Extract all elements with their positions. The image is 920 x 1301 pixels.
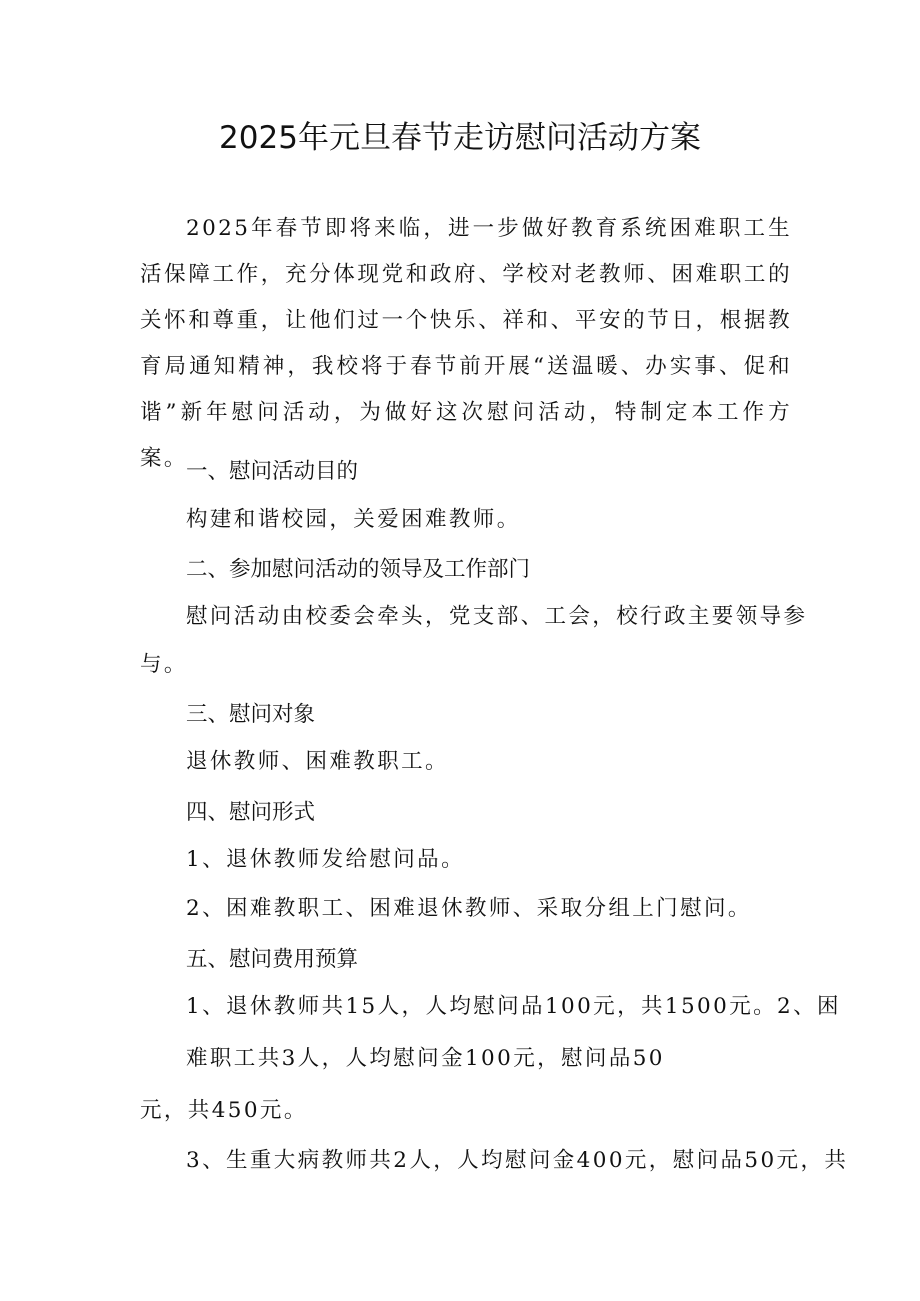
budget-line-3: 元，共450元。 — [140, 1098, 308, 1123]
leaders-text-line-1: 慰问活动由校委会牵头，党支部、工会，校行政主要领导参 — [186, 604, 808, 629]
forms-item-1: 1、退休教师发给慰问品。 — [186, 847, 465, 872]
budget-line-1: 1、退休教师共15人，人均慰问品100元，共1500元。2、困 — [186, 994, 841, 1019]
section-heading-targets: 三、慰问对象 — [186, 702, 316, 727]
purpose-text: 构建和谐校园，关爱困难教师。 — [186, 507, 521, 532]
leaders-text-line-2: 与。 — [140, 652, 188, 677]
budget-line-4: 3、生重大病教师共2人，人均慰问金400元，慰问品50元，共 — [186, 1148, 849, 1173]
intro-paragraph: 2025年春节即将来临，进一步做好教育系统困难职工生活保障工作，充分体现党和政府、学校对老教师、困难职工的关怀和尊重，让他们过一个快乐、祥和、平安的节日，根据教育局通知精神，我校将于春节前开展“送温暖、办实事、促和谐”新年慰问活动，为做好这次慰问活动，特制定本工作方案。 — [140, 216, 792, 471]
section-heading-forms: 四、慰问形式 — [186, 800, 316, 825]
targets-text: 退休教师、困难教职工。 — [186, 749, 449, 774]
section-heading-budget: 五、慰问费用预算 — [186, 947, 359, 972]
forms-item-2: 2、困难教职工、困难退休教师、采取分组上门慰问。 — [186, 896, 752, 921]
section-heading-leaders: 二、参加慰问活动的领导及工作部门 — [186, 557, 531, 582]
section-heading-purpose: 一、慰问活动目的 — [186, 459, 359, 484]
budget-line-2: 难职工共3人，人均慰问金100元，慰问品50 — [186, 1046, 665, 1071]
document-title: 2025年元旦春节走访慰问活动方案 — [219, 120, 701, 156]
